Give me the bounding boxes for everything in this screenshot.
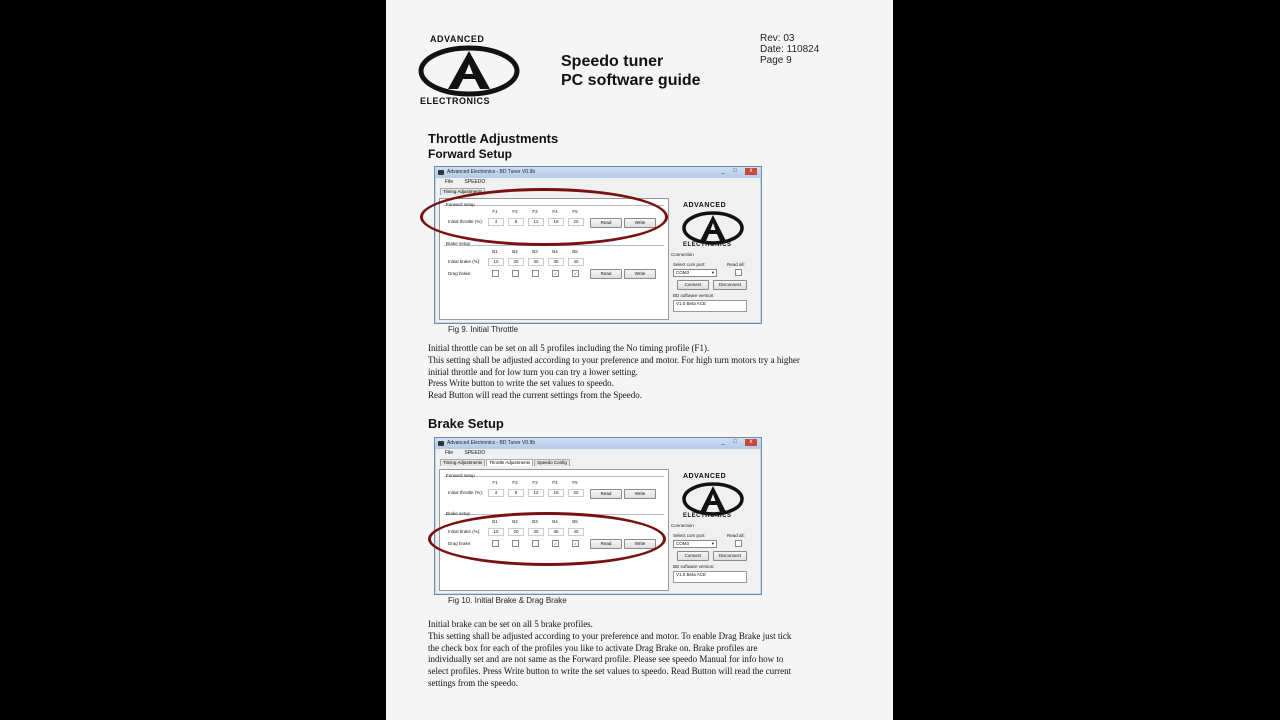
drag-checkbox-b5[interactable]: ✓ <box>573 271 578 276</box>
brake-input-b3[interactable]: 30 <box>528 258 544 266</box>
app-logo-top: ADVANCED <box>683 202 727 209</box>
header-f4: F4 <box>552 209 558 214</box>
side-panel <box>671 469 757 589</box>
app-logo-icon <box>681 210 745 246</box>
throttle-row-label: Initial throttle (%): <box>448 490 484 495</box>
menu-bar <box>435 449 761 458</box>
header-b4: B4 <box>552 519 558 524</box>
drag-row-label: Drag brake: <box>448 271 472 276</box>
tab-speedo-config[interactable]: Speedo Config <box>534 459 570 466</box>
version-field <box>673 571 747 583</box>
header-b4: B4 <box>552 249 558 254</box>
app-icon <box>438 441 444 446</box>
paragraph-line: select profiles. Press Write button to write the set values to speedo. Read Button will read the current <box>428 666 792 677</box>
drag-checkbox-b4[interactable]: ✓ <box>553 541 558 546</box>
header-f3: F3 <box>532 209 538 214</box>
maximize-icon[interactable]: □ <box>733 168 737 174</box>
app-icon <box>438 170 444 175</box>
paragraph-line: settings from the speedo. <box>428 677 518 688</box>
chevron-down-icon: ▾ <box>711 270 714 275</box>
drag-checkbox-b2[interactable] <box>512 270 519 277</box>
highlight-ellipse-brake <box>428 512 666 566</box>
read-brake-button[interactable]: Read <box>590 539 622 549</box>
app-logo-top: ADVANCED <box>683 473 727 480</box>
header-b1: B1 <box>492 249 498 254</box>
menu-file[interactable]: File <box>445 450 454 456</box>
header-b1: B1 <box>492 519 498 524</box>
app-logo-bottom: ELECTRONICS <box>683 242 732 248</box>
paragraph-line: Initial throttle can be set on all 5 profiles including the No timing profile (F1). <box>428 343 710 353</box>
forward-group-label: Forward setup <box>446 473 475 478</box>
company-logo-icon <box>418 45 520 97</box>
com-port-select[interactable] <box>673 540 717 548</box>
throttle-input-f1[interactable]: 4 <box>488 489 504 497</box>
header-f5: F5 <box>572 209 578 214</box>
side-panel <box>671 198 757 318</box>
screenshot-fig9 <box>434 166 762 324</box>
brake-input-b2[interactable]: 20 <box>508 528 524 536</box>
throttle-input-f4[interactable]: 16 <box>548 489 564 497</box>
menu-file[interactable]: File <box>445 179 454 185</box>
read-throttle-button[interactable]: Read <box>590 218 622 228</box>
header-f1: F1 <box>492 480 498 485</box>
version-value: V1.0 Beta ACE <box>676 572 707 577</box>
brake-row-label: Initial brake (%): <box>448 259 481 264</box>
section-heading-throttle: Throttle Adjustments <box>428 131 559 146</box>
com-port-select[interactable] <box>673 269 717 277</box>
menu-bar <box>435 178 761 187</box>
section2-paragraph <box>428 619 868 690</box>
window-title: Advanced Electronics - BD Tuner V0.9b <box>447 440 536 446</box>
app-logo-icon <box>681 481 745 517</box>
read-all-label: Read all: <box>727 533 745 538</box>
paragraph-line: This setting shall be adjusted according to your preference and motor. To enable Drag Brake just tick <box>428 630 792 641</box>
connect-button[interactable]: Connect <box>677 280 709 290</box>
throttle-input-f5[interactable]: 20 <box>568 218 584 226</box>
com-port-label: Select com port: <box>673 533 706 538</box>
brake-group-label: Brake setup <box>446 241 471 246</box>
header-f3: F3 <box>532 480 538 485</box>
section1-paragraph <box>428 343 868 402</box>
version-field <box>673 300 747 312</box>
logo-top-text: ADVANCED <box>430 34 485 44</box>
tab-throttle[interactable]: Throttle Adjustments <box>486 459 533 466</box>
throttle-input-f2[interactable]: 8 <box>508 489 524 497</box>
section-subheading-forward: Forward Setup <box>428 147 513 161</box>
com-port-label: Select com port: <box>673 262 706 267</box>
window-title: Advanced Electronics - BD Tuner V0.9b <box>447 169 536 175</box>
header-f2: F2 <box>512 480 518 485</box>
logo-bottom-text: ELECTRONICS <box>420 96 491 106</box>
paragraph-line: Initial brake can be set on all 5 brake profiles. <box>428 619 593 629</box>
write-brake-button[interactable]: Write <box>624 539 656 549</box>
paragraph-line: initial throttle and for low turn you can try a lower setting. <box>428 366 638 377</box>
version-label: BD software version: <box>673 564 715 569</box>
tab-timing[interactable]: Timing Adjustments <box>440 459 485 466</box>
minimize-icon[interactable]: _ <box>721 439 725 445</box>
paragraph-line: individually set and are not same as the Forward profile. Please see speedo Manual for info how to <box>428 654 784 665</box>
brake-input-b5[interactable]: 40 <box>568 258 584 266</box>
menu-speedo[interactable]: SPEEDO <box>464 450 486 456</box>
throttle-input-f3[interactable]: 12 <box>528 218 544 226</box>
figure-caption-10: Fig 10. Initial Brake & Drag Brake <box>448 596 567 605</box>
forward-group-label: Forward setup <box>446 202 475 207</box>
header-f5: F5 <box>572 480 578 485</box>
header-b5: B5 <box>572 249 578 254</box>
com-port-value: COM3 <box>676 541 690 546</box>
brake-input-b3[interactable]: 30 <box>528 528 544 536</box>
drag-checkbox-b4[interactable]: ✓ <box>553 271 558 276</box>
disconnect-button[interactable]: Disconnect <box>713 551 747 561</box>
throttle-input-f4[interactable]: 16 <box>548 218 564 226</box>
connection-label: Connection <box>671 252 694 257</box>
write-throttle-button[interactable]: Write <box>624 489 656 499</box>
minimize-icon[interactable]: _ <box>721 168 725 174</box>
page-label: Page 9 <box>760 55 792 66</box>
drag-checkbox-b3[interactable] <box>532 270 539 277</box>
drag-checkbox-b5[interactable]: ✓ <box>573 541 578 546</box>
throttle-row-label: Initial throttle (%): <box>448 219 484 224</box>
connect-button[interactable]: Connect <box>677 551 709 561</box>
maximize-icon[interactable]: □ <box>733 439 737 445</box>
connection-label: Connection <box>671 523 694 528</box>
header-b3: B3 <box>532 249 538 254</box>
write-brake-button[interactable]: Write <box>624 269 656 279</box>
paragraph-line: This setting shall be adjusted according to your preference and motor. For high turn motors try a higher <box>428 354 800 365</box>
brake-input-b5[interactable]: 40 <box>568 528 584 536</box>
document-page <box>386 0 893 720</box>
drag-checkbox-b1[interactable] <box>492 270 499 277</box>
tab-strip <box>435 458 761 466</box>
throttle-input-f3[interactable]: 12 <box>528 489 544 497</box>
tab-timing[interactable]: Timing Adjustments <box>440 188 485 195</box>
close-icon[interactable]: x <box>745 168 757 175</box>
brake-input-b1[interactable]: 10 <box>488 258 504 266</box>
com-port-value: COM3 <box>676 270 690 275</box>
header-b2: B2 <box>512 519 518 524</box>
header-b5: B5 <box>572 519 578 524</box>
read-all-checkbox[interactable] <box>735 269 742 276</box>
date-label: Date: 110824 <box>760 44 820 55</box>
rev-label: Rev: 03 <box>760 33 795 44</box>
doc-title-line2: PC software guide <box>561 72 701 89</box>
header-b3: B3 <box>532 519 538 524</box>
read-throttle-button[interactable]: Read <box>590 489 622 499</box>
throttle-input-f2[interactable]: 8 <box>508 218 524 226</box>
app-logo-bottom: ELECTRONICS <box>683 513 732 519</box>
header-f1: F1 <box>492 209 498 214</box>
paragraph-line: Press Write button to write the set values to speedo. <box>428 378 614 389</box>
brake-group-label: Brake setup <box>446 511 471 516</box>
figure-caption-9: Fig 9. Initial Throttle <box>448 325 519 334</box>
close-icon[interactable]: x <box>745 439 757 446</box>
brake-row-label: Initial brake (%): <box>448 529 481 534</box>
highlight-ellipse-throttle <box>420 188 668 246</box>
header-f2: F2 <box>512 209 518 214</box>
window-titlebar <box>435 167 761 178</box>
version-value: V1.0 Beta ACE <box>676 301 707 306</box>
write-throttle-button[interactable]: Write <box>624 218 656 228</box>
brake-input-b4[interactable]: 35 <box>548 258 564 266</box>
header-b2: B2 <box>512 249 518 254</box>
read-brake-button[interactable]: Read <box>590 269 622 279</box>
disconnect-button[interactable]: Disconnect <box>713 280 747 290</box>
paragraph-line: Read Button will read the current settings from the Speedo. <box>428 390 642 401</box>
brake-input-b2[interactable]: 20 <box>508 258 524 266</box>
read-all-checkbox[interactable] <box>735 540 742 547</box>
version-label: BD software version: <box>673 293 715 298</box>
doc-title-line1: Speedo tuner <box>561 53 664 70</box>
window-titlebar <box>435 438 761 449</box>
throttle-input-f5[interactable]: 20 <box>568 489 584 497</box>
brake-input-b1[interactable]: 10 <box>488 528 504 536</box>
drag-row-label: Drag brake: <box>448 541 472 546</box>
paragraph-line: the check box for each of the profiles you like to activate Drag Brake on. Brake profiles are <box>428 642 758 653</box>
section-heading-brake: Brake Setup <box>428 416 504 431</box>
brake-input-b4[interactable]: 35 <box>548 528 564 536</box>
menu-speedo[interactable]: SPEEDO <box>464 179 486 185</box>
header-f4: F4 <box>552 480 558 485</box>
throttle-input-f1[interactable]: 4 <box>488 218 504 226</box>
chevron-down-icon: ▾ <box>711 541 714 546</box>
read-all-label: Read all: <box>727 262 745 267</box>
